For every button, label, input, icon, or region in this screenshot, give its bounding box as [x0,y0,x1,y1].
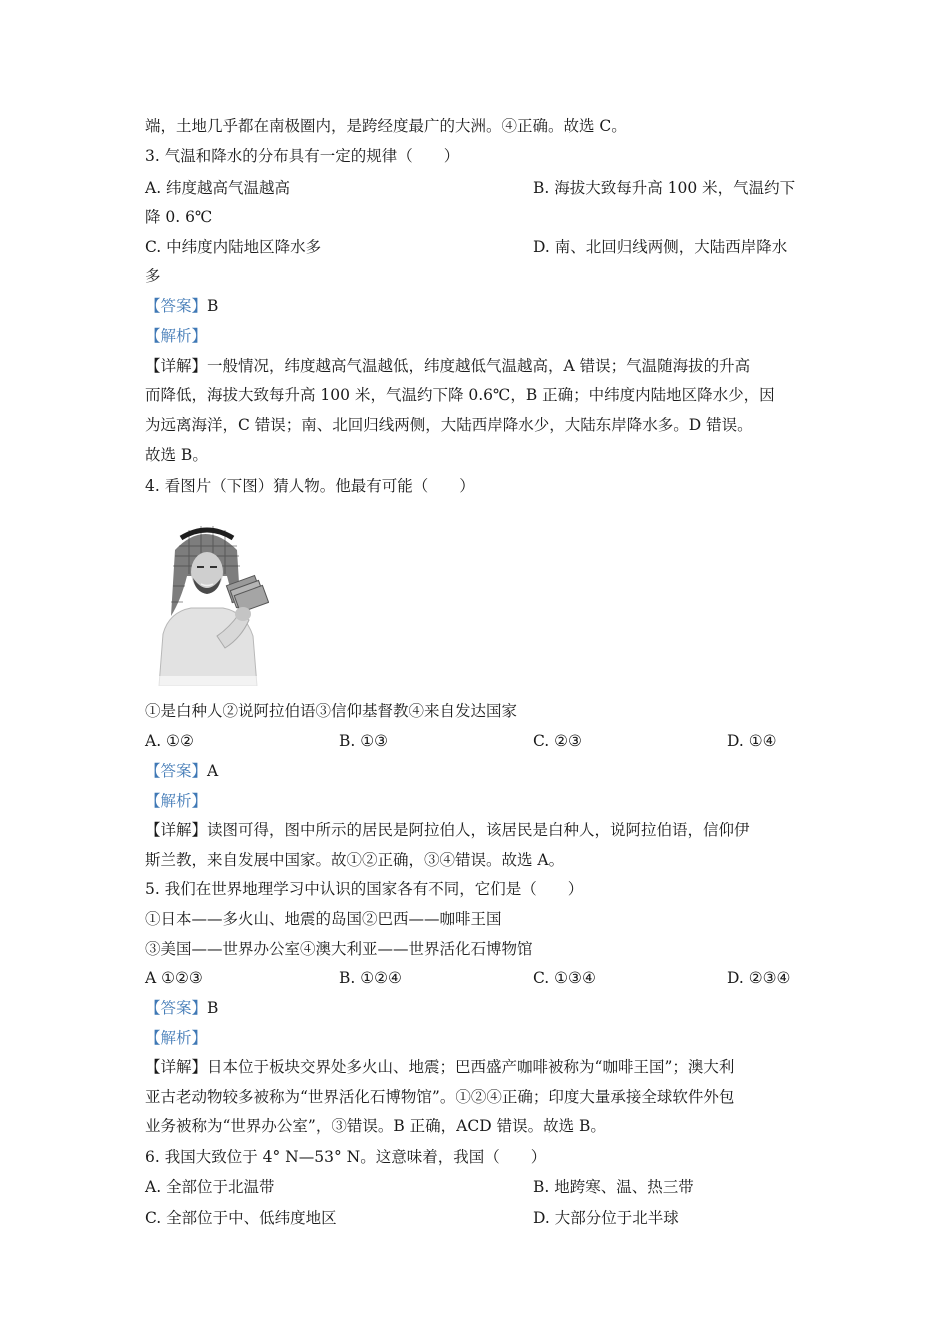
option-a: A. ①② [145,732,194,750]
question-3: 3. 气温和降水的分布具有一定的规律（ ） [145,147,460,165]
answer-value: B [207,297,219,315]
answer-line [145,296,218,316]
question-6: 6. 我国大致位于 4° N—53° N。这意味着，我国（ ） [145,1148,547,1166]
detail-line [145,356,750,376]
option-d: D. 南、北回归线两侧，大陆西岸降水 [533,238,788,256]
detail-text: 亚古老动物较多被称为“世界活化石博物馆”。①②④正确；印度大量承接全球软件外包 [145,1088,735,1106]
detail-tag: 【详解】 [145,357,208,375]
option-d: D. ②③④ [727,969,791,987]
option-b: B. 海拔大致每升高 100 米，气温约下 [533,179,796,197]
detail-tag: 【详解】 [145,1058,208,1076]
detail-tag: 【详解】 [145,821,208,839]
statements: ③美国——世界办公室④澳大利亚——世界活化石博物馆 [145,940,533,958]
option-b: B. ①②④ [339,969,402,987]
answer-line [145,761,218,781]
question-4: 4. 看图片（下图）猜人物。他最有可能（ ） [145,477,475,495]
option-b: B. ①③ [339,732,389,750]
option-a: A. 纬度越高气温越高 [145,179,291,197]
answer-line [145,998,218,1018]
answer-tag: 【答案】 [145,999,208,1017]
option-a: A. 全部位于北温带 [145,1178,275,1196]
option-b: B. 地跨寒、温、热三带 [533,1178,694,1196]
analysis-tag: 【解析】 [145,792,208,810]
option-c: C. 中纬度内陆地区降水多 [145,238,322,256]
option-c: C. 全部位于中、低纬度地区 [145,1209,337,1227]
question-5: 5. 我们在世界地理学习中认识的国家各有不同，它们是（ ） [145,880,584,898]
detail-text: 而降低，海拔大致每升高 100 米，气温约下降 0.6℃，B 正确；中纬度内陆地区降水少，因 [145,386,775,404]
option-d: D. 大部分位于北半球 [533,1209,679,1227]
option-d-cont: 多 [145,267,161,285]
detail-text: 为远离海洋，C 错误；南、北回归线两侧，大陆西岸降水少，大陆东岸降水多。D 错误。 [145,416,753,434]
answer-value: B [207,999,219,1017]
analysis-tag: 【解析】 [145,327,208,345]
answer-value: A [207,762,219,780]
option-b-cont: 降 0. 6℃ [145,208,213,226]
detail-line [145,820,750,840]
detail-line [145,1057,734,1077]
option-a: A ①②③ [145,969,203,987]
detail-text: 斯兰教，来自发展中国家。故①②正确，③④错误。故选 A。 [145,851,565,869]
answer-tag: 【答案】 [145,297,208,315]
analysis-tag: 【解析】 [145,1029,208,1047]
option-d: D. ①④ [727,732,777,750]
detail-text: 读图可得，图中所示的居民是阿拉伯人，该居民是白种人，说阿拉伯语，信仰伊 [207,821,750,839]
detail-text: 日本位于板块交界处多火山、地震；巴西盛产咖啡被称为“咖啡王国”；澳大利 [207,1058,735,1076]
detail-text: 业务被称为“世界办公室”，③错误。B 正确，ACD 错误。故选 B。 [145,1117,606,1135]
arab-man-photo [145,516,269,686]
option-c: C. ①③④ [533,969,596,987]
option-c: C. ②③ [533,732,582,750]
detail-text: 故选 B。 [145,446,208,464]
detail-text: 一般情况，纬度越高气温越低，纬度越低气温越高，A 错误；气温随海拔的升高 [207,357,751,375]
statements: ①日本——多火山、地震的岛国②巴西——咖啡王国 [145,910,502,928]
text-line: 端，土地几乎都在南极圈内，是跨经度最广的大洲。④正确。故选 C。 [145,117,627,135]
statements: ①是白种人②说阿拉伯语③信仰基督教④来自发达国家 [145,702,518,720]
answer-tag: 【答案】 [145,762,208,780]
